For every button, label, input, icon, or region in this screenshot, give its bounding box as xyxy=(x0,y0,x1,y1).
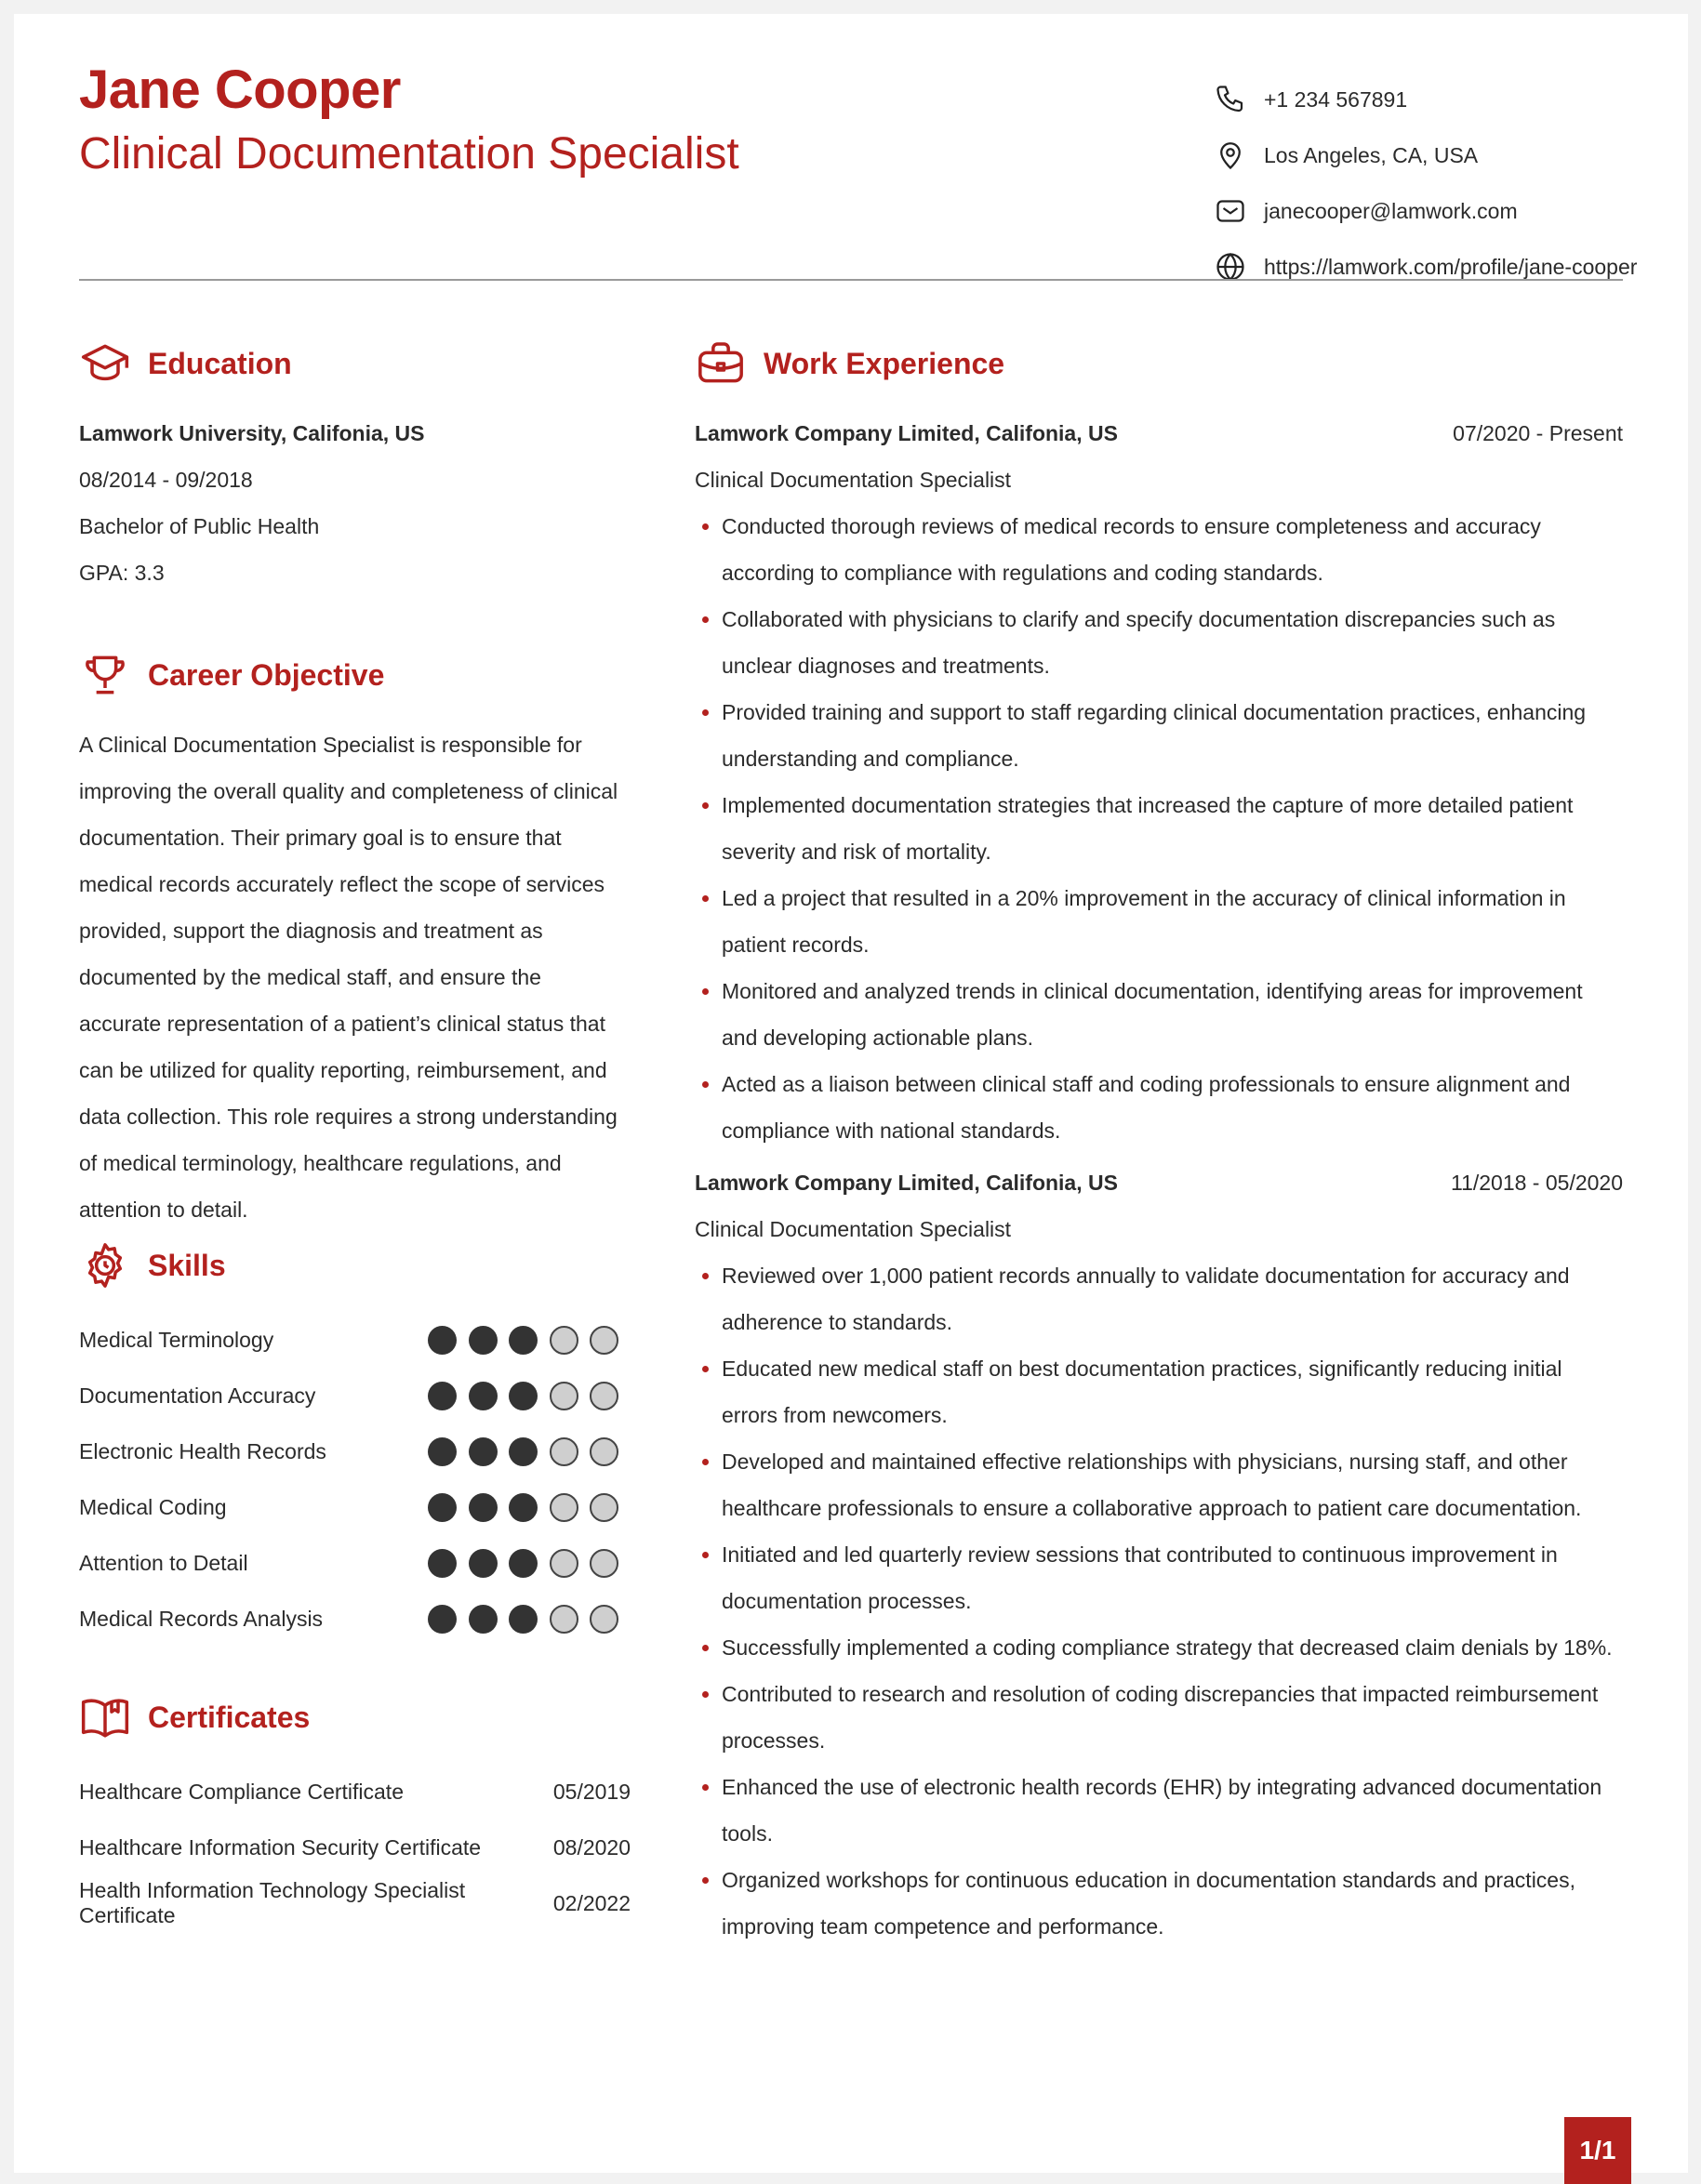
education-dates: 08/2014 - 09/2018 xyxy=(79,468,253,492)
mail-icon xyxy=(1214,194,1247,228)
gear-icon xyxy=(79,1239,131,1291)
rating-dot xyxy=(550,1437,578,1466)
certificate-name: Health Information Technology Specialist Certificate xyxy=(79,1878,466,1927)
job-entry xyxy=(695,410,1623,1154)
rating-dot xyxy=(428,1549,457,1578)
skill-name: Medical Terminology xyxy=(79,1327,274,1352)
certificates-list xyxy=(79,1764,637,1931)
skill-name: Documentation Accuracy xyxy=(79,1383,316,1408)
rating-dot xyxy=(550,1382,578,1410)
certificate-row xyxy=(79,1764,631,1820)
rating-dot xyxy=(590,1382,618,1410)
skills-heading-text: Skills xyxy=(148,1248,226,1282)
job-bullets xyxy=(695,1252,1623,1950)
education-heading xyxy=(79,338,292,390)
rating-dot xyxy=(590,1605,618,1634)
contact-website[interactable] xyxy=(1214,239,1641,295)
job-bullet: Implemented documentation strategies that increased the capture of more detailed patient severity and risk of mortality. xyxy=(695,782,1623,875)
skill-row xyxy=(79,1312,637,1368)
rating-dot xyxy=(509,1326,538,1355)
rating-dot xyxy=(509,1493,538,1522)
contact-email[interactable] xyxy=(1214,183,1641,239)
job-bullet: Collaborated with physicians to clarify and specify documentation discrepancies such as unclear diagnoses and treatments. xyxy=(695,596,1623,689)
job-dates: 11/2018 - 05/2020 xyxy=(1450,1171,1623,1195)
certificates-heading-text: Certificates xyxy=(148,1700,311,1734)
rating-dot xyxy=(590,1437,618,1466)
experience-section xyxy=(695,410,1623,1950)
certificate-row xyxy=(79,1875,631,1931)
certificate-name: Healthcare Compliance Certificate xyxy=(79,1779,404,1804)
job-dates: 07/2020 - Present xyxy=(1453,421,1623,445)
skill-row xyxy=(79,1423,637,1479)
job-bullets xyxy=(695,503,1623,1154)
skill-rating xyxy=(428,1326,631,1355)
job-company: Lamwork Company Limited, Califonia, US xyxy=(695,1171,1118,1195)
rating-dot xyxy=(550,1493,578,1522)
rating-dot xyxy=(469,1493,498,1522)
candidate-title: Clinical Documentation Specialist xyxy=(79,129,739,179)
job-company: Lamwork Company Limited, Califonia, US xyxy=(695,421,1118,445)
job-header xyxy=(695,410,1623,457)
skill-rating xyxy=(428,1493,631,1522)
contact-location xyxy=(1214,127,1641,183)
skill-row xyxy=(79,1535,637,1591)
contact-email-text: janecooper@lamwork.com xyxy=(1264,198,1518,223)
rating-dot xyxy=(469,1605,498,1634)
briefcase-icon xyxy=(695,338,747,390)
rating-dot xyxy=(428,1437,457,1466)
job-bullet: Contributed to research and resolution of coding discrepancies that impacted reimbursement processes. xyxy=(695,1671,1623,1764)
contact-block xyxy=(1214,72,1641,295)
rating-dot xyxy=(590,1493,618,1522)
rating-dot xyxy=(550,1326,578,1355)
skill-rating xyxy=(428,1382,631,1410)
job-bullet: Educated new medical staff on best documentation practices, significantly reducing initial errors from newcomers. xyxy=(695,1345,1623,1438)
job-bullet: Acted as a liaison between clinical staff and coding professionals to ensure alignment and compliance with national standards. xyxy=(695,1061,1623,1154)
job-bullet: Led a project that resulted in a 20% improvement in the accuracy of clinical information in patient records. xyxy=(695,875,1623,968)
objective-heading-text: Career Objective xyxy=(148,657,385,692)
rating-dot xyxy=(590,1549,618,1578)
certificate-date: 02/2022 xyxy=(552,1890,631,1915)
job-bullet: Enhanced the use of electronic health records (EHR) by integrating advanced documentation tools. xyxy=(695,1764,1623,1857)
skill-rating xyxy=(428,1437,631,1466)
rating-dot xyxy=(428,1326,457,1355)
contact-location-text: Los Angeles, CA, USA xyxy=(1264,142,1479,167)
rating-dot xyxy=(469,1326,498,1355)
skill-row xyxy=(79,1368,637,1423)
contact-phone[interactable] xyxy=(1214,72,1641,127)
location-pin-icon xyxy=(1214,139,1247,172)
education-gpa: GPA: 3.3 xyxy=(79,561,165,585)
certificate-row xyxy=(79,1820,631,1875)
page-indicator[interactable]: 1/1 xyxy=(1564,2117,1631,2184)
rating-dot xyxy=(590,1326,618,1355)
rating-dot xyxy=(428,1493,457,1522)
trophy-icon xyxy=(79,649,131,701)
rating-dot xyxy=(550,1549,578,1578)
objective-section xyxy=(79,721,637,1233)
job-bullet: Organized workshops for continuous education in documentation standards and practices, improving team competence and performance. xyxy=(695,1857,1623,1950)
skill-name: Attention to Detail xyxy=(79,1550,248,1575)
certificate-date: 05/2019 xyxy=(552,1779,631,1804)
skill-rating xyxy=(428,1605,631,1634)
resume-page xyxy=(14,14,1688,2173)
rating-dot xyxy=(428,1605,457,1634)
objective-text: A Clinical Documentation Specialist is responsible for improving the overall quality and completeness of clinical documentation. Their primary goal is to ensure that medical records accurately reflect the scope of services provided, support the diagnosis and treatment as documented by the medical staff, and ensure the accurate representation of a patient’s clinical status that can be utilized for quality reporting, reimbursement, and data collection. This role requires a strong understanding of medical terminology, healthcare regulations, and attention to detail. xyxy=(79,733,618,1222)
rating-dot xyxy=(509,1605,538,1634)
phone-icon xyxy=(1214,83,1247,116)
skills-heading xyxy=(79,1239,226,1291)
skill-rating xyxy=(428,1549,631,1578)
job-bullet: Initiated and led quarterly review sessions that contributed to continuous improvement in documentation processes. xyxy=(695,1531,1623,1624)
certificates-heading xyxy=(79,1691,310,1743)
rating-dot xyxy=(550,1605,578,1634)
rating-dot xyxy=(469,1382,498,1410)
rating-dot xyxy=(509,1549,538,1578)
skill-name: Medical Records Analysis xyxy=(79,1606,324,1631)
skill-row xyxy=(79,1479,637,1535)
book-icon xyxy=(79,1691,131,1743)
job-bullet: Provided training and support to staff regarding clinical documentation practices, enhancing understanding and compliance. xyxy=(695,689,1623,782)
rating-dot xyxy=(469,1437,498,1466)
job-role: Clinical Documentation Specialist xyxy=(695,1217,1012,1241)
skill-name: Electronic Health Records xyxy=(79,1438,326,1463)
rating-dot xyxy=(509,1437,538,1466)
education-degree: Bachelor of Public Health xyxy=(79,514,320,538)
job-bullet: Monitored and analyzed trends in clinical documentation, identifying areas for improvement and developing actionable plans. xyxy=(695,968,1623,1061)
education-section xyxy=(79,410,637,596)
rating-dot xyxy=(469,1549,498,1578)
certificate-name: Healthcare Information Security Certificate xyxy=(79,1834,482,1860)
job-bullet: Successfully implemented a coding compliance strategy that decreased claim denials by 18%. xyxy=(695,1624,1623,1671)
graduation-cap-icon xyxy=(79,338,131,390)
education-heading-text: Education xyxy=(148,346,292,380)
certificate-date: 08/2020 xyxy=(552,1834,631,1860)
job-bullet: Developed and maintained effective relationships with physicians, nursing staff, and other healthcare professionals to ensure a collaborative approach to patient care documentation. xyxy=(695,1438,1623,1531)
skill-name: Medical Coding xyxy=(79,1494,227,1519)
candidate-name: Jane Cooper xyxy=(79,60,401,120)
education-school: Lamwork University, Califonia, US xyxy=(79,421,425,445)
skill-row xyxy=(79,1591,637,1647)
objective-heading xyxy=(79,649,384,701)
contact-phone-text: +1 234 567891 xyxy=(1264,86,1408,112)
contact-website-text: https://lamwork.com/profile/jane-cooper xyxy=(1264,254,1638,279)
job-bullet: Conducted thorough reviews of medical records to ensure completeness and accuracy according to compliance with regulations and coding standards. xyxy=(695,503,1623,596)
job-entry xyxy=(695,1159,1623,1950)
experience-heading xyxy=(695,338,1004,390)
experience-heading-text: Work Experience xyxy=(764,346,1005,380)
header-divider xyxy=(79,279,1623,281)
rating-dot xyxy=(509,1382,538,1410)
job-header xyxy=(695,1159,1623,1206)
job-role: Clinical Documentation Specialist xyxy=(695,468,1012,492)
skills-list xyxy=(79,1312,637,1647)
rating-dot xyxy=(428,1382,457,1410)
job-bullet: Reviewed over 1,000 patient records annually to validate documentation for accuracy and adherence to standards. xyxy=(695,1252,1623,1345)
